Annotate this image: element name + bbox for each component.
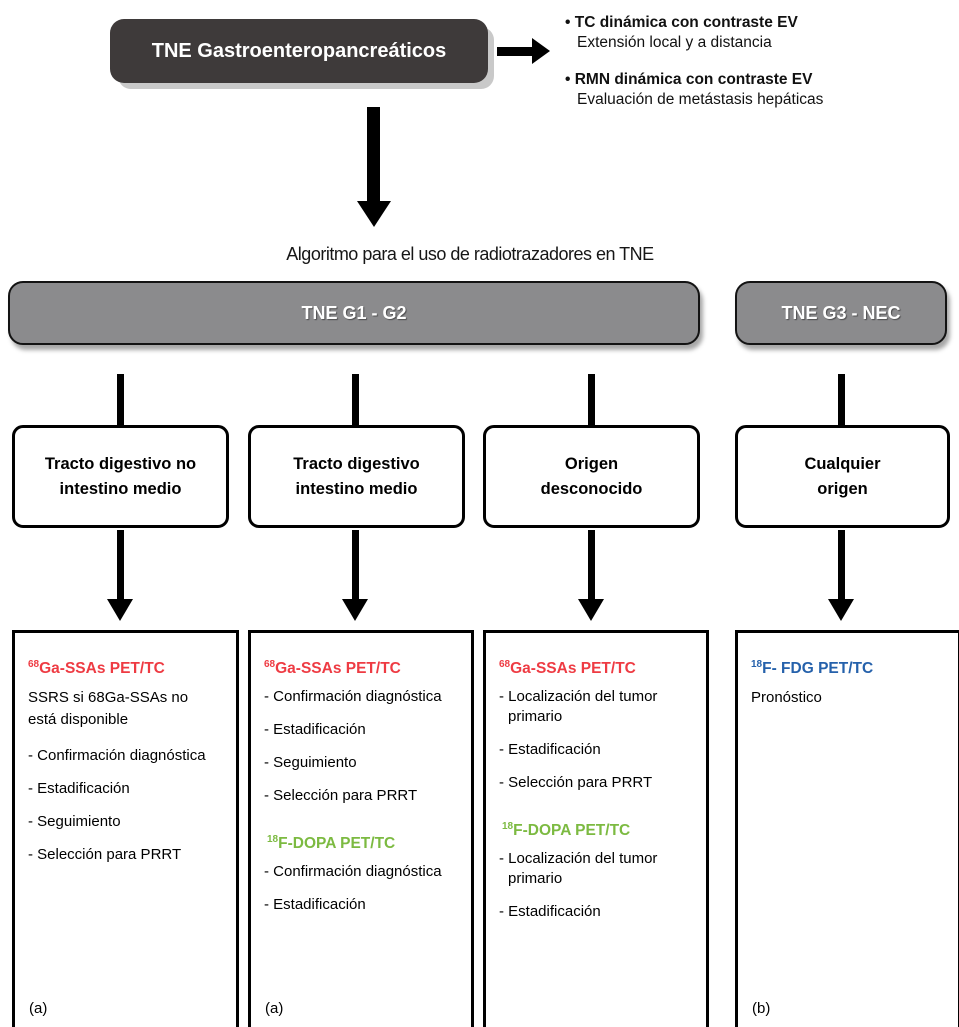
origin-label-line: Cualquier <box>804 454 881 473</box>
tracer-name: F-DOPA PET/TC <box>278 835 396 853</box>
imaging-bullet-list <box>565 13 957 127</box>
isotope-superscript: 68 <box>264 659 276 670</box>
tracer-name: Ga-SSAs PET/TC <box>510 660 636 678</box>
isotope-superscript: 18 <box>267 834 279 846</box>
indication-item: - Selección para PRRT <box>499 774 653 792</box>
connector-line-3 <box>588 374 595 426</box>
tracer-panel-unknown-origin <box>483 630 709 1027</box>
indication-item: - Estadificación <box>28 780 130 798</box>
isotope-superscript: 18 <box>502 821 514 833</box>
main-title-label: TNE Gastroenteropancreáticos <box>151 39 447 62</box>
algorithm-title: Algoritmo para el uso de radiotrazadores en TNE <box>286 244 654 264</box>
panel-footnote: (a) <box>265 1000 284 1017</box>
indication-item: - Localización del tumor primario <box>499 688 658 726</box>
origin-box-unknown-origin <box>483 425 700 528</box>
panel-footnote: (a) <box>29 1000 48 1017</box>
branch-arrow-icon-2 <box>342 599 368 621</box>
indication-item: - Seguimiento <box>264 754 357 772</box>
bullet-item-rmn <box>565 70 957 110</box>
tracer-header-ga-ssas <box>28 655 224 679</box>
tracer-name: F- FDG PET/TC <box>762 660 874 678</box>
tracer-panel-digestive-non-midgut <box>12 630 239 1027</box>
tracer-header-f-fdg <box>751 655 946 679</box>
bullet-desc: Evaluación de metástasis hepáticas <box>577 91 824 108</box>
right-arrow-icon <box>532 38 550 64</box>
group-bar-g3-nec <box>735 281 947 345</box>
origin-label-line: Tracto digestivo no <box>44 454 197 473</box>
branch-arrow-icon-1 <box>107 599 133 621</box>
tracer-name: Ga-SSAs PET/TC <box>275 660 401 678</box>
branch-arrow-stem-3 <box>588 530 595 601</box>
connector-line-4 <box>838 374 845 426</box>
origin-label-line: intestino medio <box>59 479 182 498</box>
origin-box-any-origin <box>735 425 950 528</box>
bullet-title: • TC dinámica con contraste EV <box>565 13 957 33</box>
indication-item: - Confirmación diagnóstica <box>28 747 206 765</box>
tracer-header-ga-ssas <box>264 655 459 679</box>
indication-item: - Confirmación diagnóstica <box>264 863 442 881</box>
tracer-note: Pronóstico <box>751 689 822 707</box>
indication-item: - Estadificación <box>499 741 601 759</box>
group-bar-g1-g2 <box>8 281 700 345</box>
panel-footnote: (b) <box>752 1000 771 1017</box>
indication-item: - Confirmación diagnóstica <box>264 688 442 706</box>
tracer-header-f-dopa <box>264 830 459 854</box>
tracer-name: F-DOPA PET/TC <box>513 822 631 840</box>
connector-line-1 <box>117 374 124 426</box>
isotope-superscript: 68 <box>499 659 511 670</box>
main-title-box <box>110 19 488 83</box>
indication-item: - Localización del tumor primario <box>499 850 658 888</box>
origin-label-line: origen <box>817 479 868 498</box>
tracer-note: SSRS si 68Ga-SSAs no está disponible <box>28 689 189 729</box>
indication-item: - Selección para PRRT <box>28 846 182 864</box>
group-bar-label: TNE G3 - NEC <box>781 302 901 323</box>
bullet-item-tc <box>565 13 957 53</box>
indication-item: - Seguimiento <box>28 813 121 831</box>
branch-arrow-icon-3 <box>578 599 604 621</box>
origin-box-digestive-non-midgut <box>12 425 229 528</box>
connector-line-2 <box>352 374 359 426</box>
bullet-desc: Extensión local y a distancia <box>577 34 772 51</box>
indication-item: - Estadificación <box>264 896 366 914</box>
origin-label-line: Tracto digestivo <box>293 454 420 473</box>
tracer-name: Ga-SSAs PET/TC <box>39 660 165 678</box>
indication-item: - Selección para PRRT <box>264 787 418 805</box>
down-arrow-icon <box>357 201 391 227</box>
origin-label-line: Origen <box>564 454 619 473</box>
branch-arrow-stem-2 <box>352 530 359 601</box>
tracer-panel-digestive-midgut <box>248 630 474 1027</box>
branch-arrow-icon-4 <box>828 599 854 621</box>
indication-item: - Estadificación <box>264 721 366 739</box>
tracer-header-f-dopa <box>499 817 694 841</box>
origin-label-line: intestino medio <box>295 479 418 498</box>
group-bar-label: TNE G1 - G2 <box>301 302 407 323</box>
tracer-panel-any-origin <box>735 630 959 1027</box>
isotope-superscript: 18 <box>751 659 763 670</box>
bullet-title: • RMN dinámica con contraste EV <box>565 70 957 90</box>
origin-box-digestive-midgut <box>248 425 465 528</box>
origin-label-line: desconocido <box>540 479 643 498</box>
isotope-superscript: 68 <box>28 659 40 670</box>
down-arrow-stem <box>367 107 380 203</box>
branch-arrow-stem-1 <box>117 530 124 601</box>
indication-item: - Estadificación <box>499 903 601 921</box>
tracer-header-ga-ssas <box>499 655 694 679</box>
right-arrow-stem <box>497 47 532 56</box>
branch-arrow-stem-4 <box>838 530 845 601</box>
